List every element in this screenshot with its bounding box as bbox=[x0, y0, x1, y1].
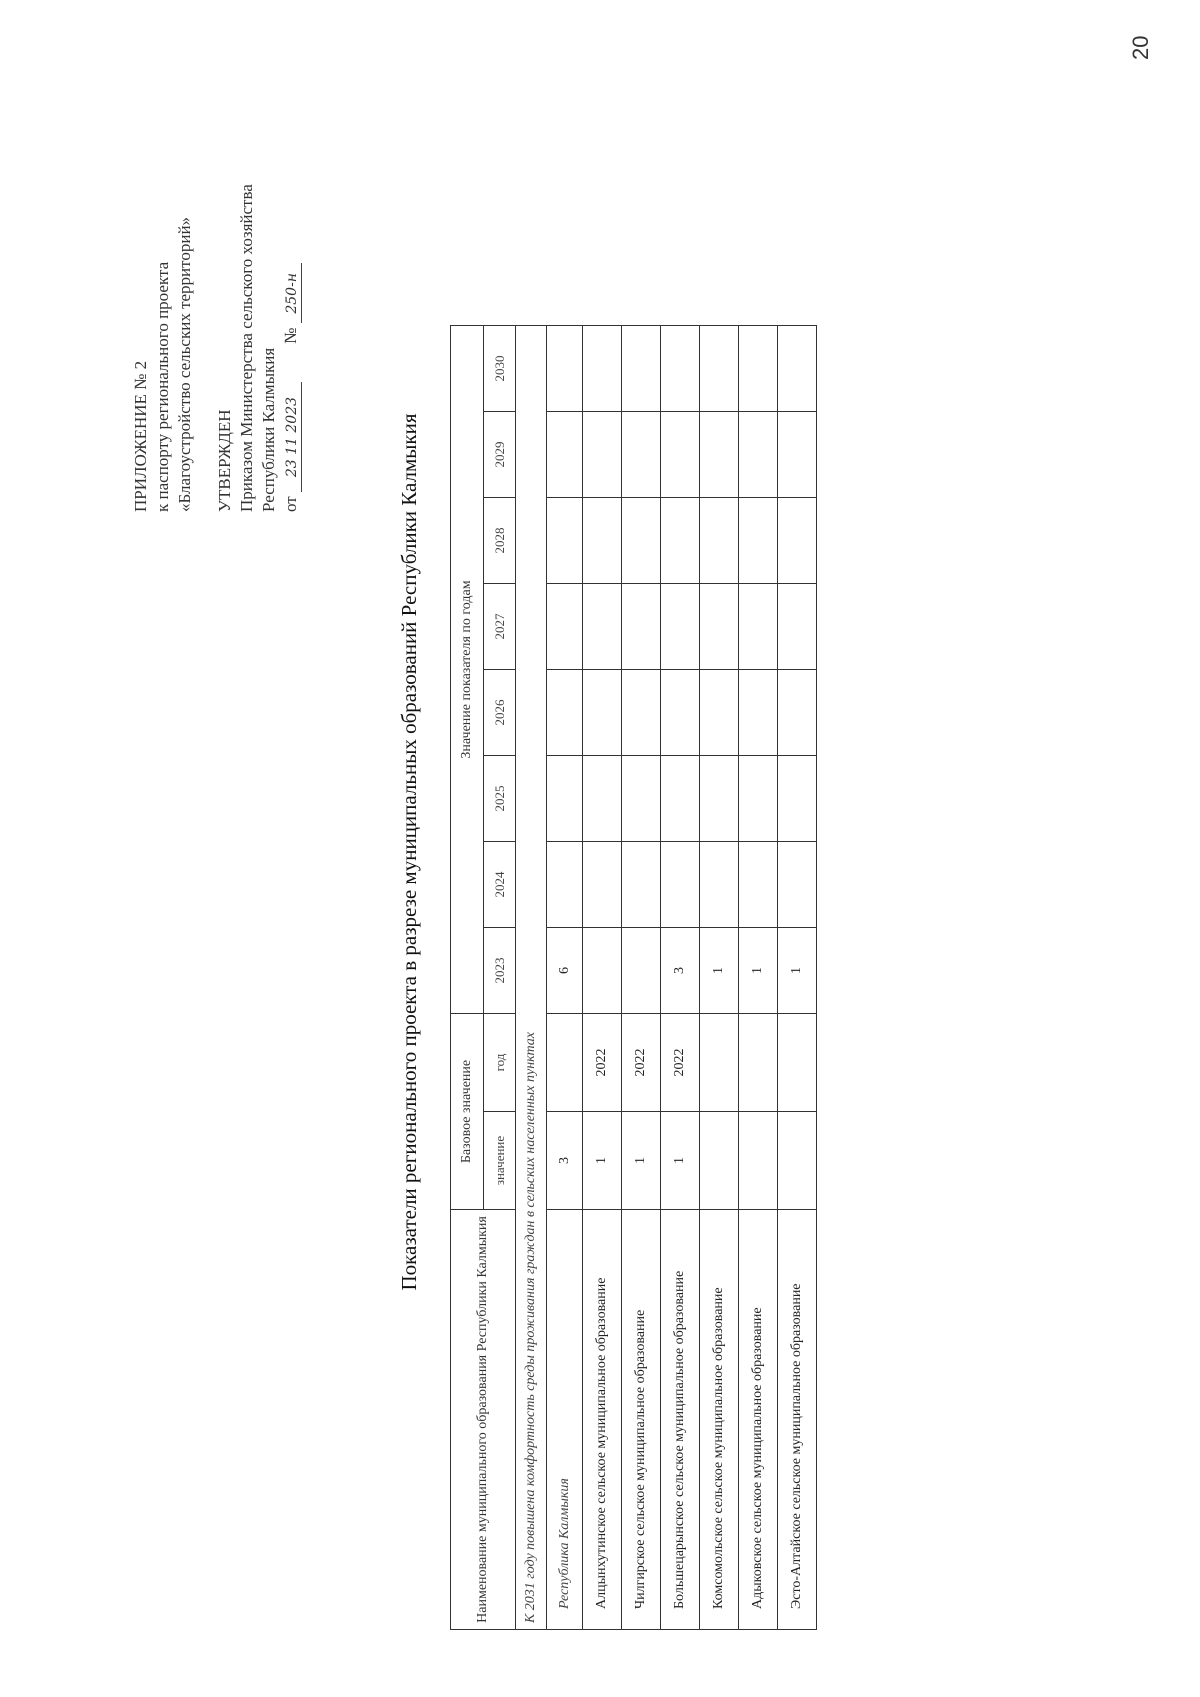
document-title: Показатели регионального проекта в разрезе муниципальных образований Республики Калмыкия bbox=[397, 413, 421, 1291]
table-row bbox=[778, 326, 817, 1630]
table-row bbox=[739, 326, 778, 1630]
page-number: 20 bbox=[1128, 35, 1153, 60]
order-number-handwritten: 250-н bbox=[283, 263, 302, 323]
header-base-year: год bbox=[484, 1014, 516, 1112]
approved-heading: УТВЕРЖДЕН bbox=[215, 409, 234, 512]
table-row bbox=[622, 326, 661, 1630]
header-year: 2029 bbox=[484, 412, 516, 498]
appendix-line-2: к паспорту регионального проекта bbox=[153, 261, 172, 512]
indicators-table bbox=[450, 325, 817, 1630]
row-base-year: 2022 bbox=[583, 1014, 622, 1112]
order-line-1: Приказом Министерства сельского хозяйства bbox=[237, 184, 256, 512]
row-base-value bbox=[739, 1112, 778, 1210]
row-base-year: 2022 bbox=[622, 1014, 661, 1112]
order-date-line bbox=[280, 52, 302, 512]
approval-stamp-block bbox=[130, 52, 302, 512]
row-name: Алцынхутинское сельское муниципальное образование bbox=[583, 1210, 622, 1630]
header-year: 2026 bbox=[484, 670, 516, 756]
row-base-year bbox=[547, 1014, 583, 1112]
row-value-2023: 6 bbox=[547, 928, 583, 1014]
row-base-value bbox=[700, 1112, 739, 1210]
table-row bbox=[547, 326, 583, 1630]
header-year: 2025 bbox=[484, 756, 516, 842]
row-value-2023: 1 bbox=[700, 928, 739, 1014]
row-base-year bbox=[739, 1014, 778, 1112]
header-values-by-year: Значение показателя по годам bbox=[451, 326, 484, 1014]
row-name: Большецарынское сельское муниципальное образование bbox=[661, 1210, 700, 1630]
appendix-line-3: «Благоустройство сельских территорий» bbox=[175, 216, 194, 512]
row-name: Эсто-Алтайское сельское муниципальное образование bbox=[778, 1210, 817, 1630]
row-name: Адыковское сельское муниципальное образование bbox=[739, 1210, 778, 1630]
row-value-2023: 1 bbox=[739, 928, 778, 1014]
header-year: 2023 bbox=[484, 928, 516, 1014]
order-date-handwritten: 23 11 2023 bbox=[283, 382, 302, 492]
appendix-heading: ПРИЛОЖЕНИЕ № 2 bbox=[131, 360, 150, 512]
number-prefix: № bbox=[281, 327, 300, 344]
rotated-page-content bbox=[130, 42, 1130, 1662]
header-base: Базовое значение bbox=[451, 1014, 484, 1210]
row-base-value: 1 bbox=[622, 1112, 661, 1210]
header-year: 2030 bbox=[484, 326, 516, 412]
header-year: 2027 bbox=[484, 584, 516, 670]
row-base-value: 1 bbox=[583, 1112, 622, 1210]
header-base-value: значение bbox=[484, 1112, 516, 1210]
header-year: 2028 bbox=[484, 498, 516, 584]
row-base-value: 3 bbox=[547, 1112, 583, 1210]
section-caption: К 2031 году повышена комфортность среды проживания граждан в сельских населенных пунктах bbox=[516, 326, 547, 1630]
header-name: Наименование муниципального образования Республики Калмыкия bbox=[451, 1210, 516, 1630]
row-value-2023: 1 bbox=[778, 928, 817, 1014]
row-base-value: 1 bbox=[661, 1112, 700, 1210]
table-header-row-1 bbox=[451, 326, 484, 1630]
row-value-2023 bbox=[622, 928, 661, 1014]
table-row bbox=[700, 326, 739, 1630]
order-line-2: Республики Калмыкия bbox=[259, 347, 278, 512]
header-year: 2024 bbox=[484, 842, 516, 928]
section-row bbox=[516, 326, 547, 1630]
row-value-2023 bbox=[583, 928, 622, 1014]
row-base-value bbox=[778, 1112, 817, 1210]
row-value-2023: 3 bbox=[661, 928, 700, 1014]
table-row bbox=[583, 326, 622, 1630]
row-name: Комсомольское сельское муниципальное образование bbox=[700, 1210, 739, 1630]
date-prefix: от bbox=[281, 496, 300, 512]
row-base-year: 2022 bbox=[661, 1014, 700, 1112]
row-base-year bbox=[778, 1014, 817, 1112]
table-row bbox=[661, 326, 700, 1630]
row-base-year bbox=[700, 1014, 739, 1112]
row-name: Республика Калмыкия bbox=[547, 1210, 583, 1630]
row-name: Чилгирское сельское муниципальное образование bbox=[622, 1210, 661, 1630]
